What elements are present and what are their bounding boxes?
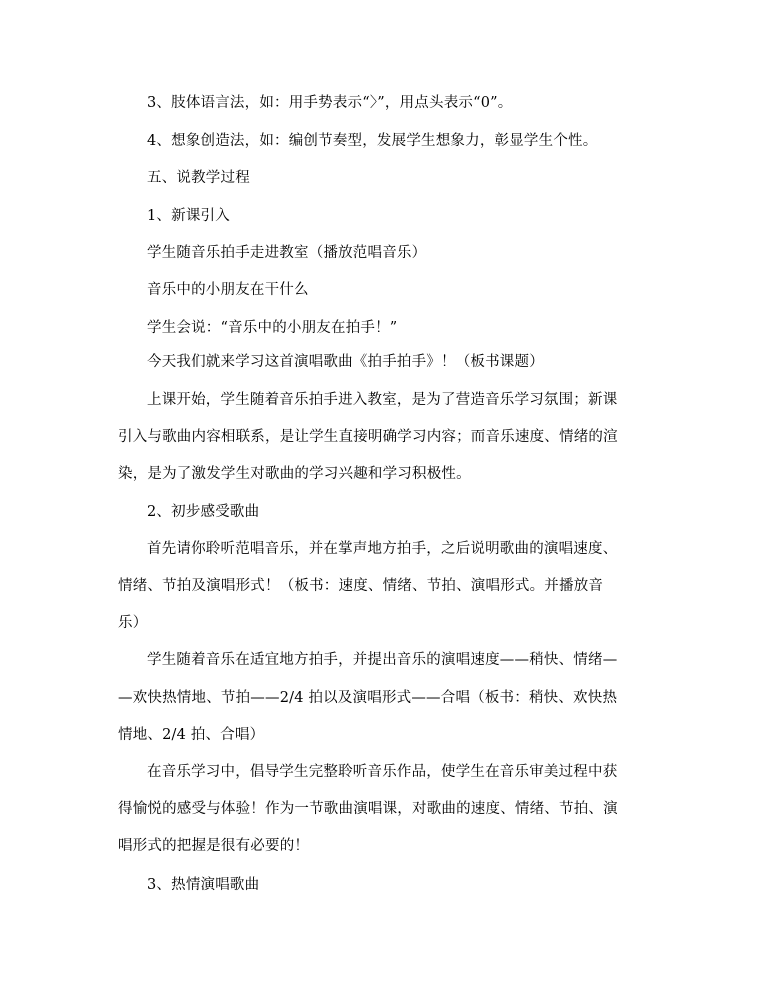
subheading-sing: 3、热情演唱歌曲 [147, 877, 260, 893]
paragraph-line: 得愉悦的感受与体验！作为一节歌曲演唱课，对歌曲的速度、情绪、节拍、演 [118, 801, 618, 817]
subheading-first-listen: 2、初步感受歌曲 [147, 504, 260, 520]
paragraph-line: 引入与歌曲内容相联系，是让学生直接明确学习内容；而音乐速度、情绪的渲 [118, 429, 618, 445]
paragraph-line: 首先请你聆听范唱音乐，并在掌声地方拍手，之后说明歌曲的演唱速度、 [147, 541, 618, 557]
text-line: 学生随音乐拍手走进教室（播放范唱音乐） [147, 245, 427, 261]
text-line: 学生会说：“音乐中的小朋友在拍手！” [147, 320, 398, 336]
text-line-method-4: 4、想象创造法，如：编创节奏型，发展学生想象力，彰显学生个性。 [147, 133, 598, 149]
paragraph-line: 情地、2/4 拍、合唱） [118, 727, 265, 743]
paragraph-line: 乐） [118, 615, 148, 631]
paragraph-line: 染，是为了激发学生对歌曲的学习兴趣和学习积极性。 [118, 466, 471, 482]
paragraph-line: 在音乐学习中，倡导学生完整聆听音乐作品，使学生在音乐审美过程中获 [147, 764, 618, 780]
paragraph-line: 情绪、节拍及演唱形式！（板书：速度、情绪、节拍、演唱形式。并播放音 [118, 578, 604, 594]
section-heading-process: 五、说教学过程 [147, 170, 250, 186]
text-line: 今天我们就来学习这首演唱歌曲《拍手拍手》！（板书课题） [147, 354, 544, 370]
paragraph-line: —欢快热情地、节拍——2/4 拍以及演唱形式——合唱（板书：稍快、欢快热 [118, 690, 618, 706]
paragraph-line: 学生随着音乐在适宜地方拍手，并提出音乐的演唱速度——稍快、情绪— [147, 652, 618, 668]
paragraph-line: 上课开始，学生随着音乐拍手进入教室，是为了营造音乐学习氛围；新课 [147, 392, 618, 408]
text-line-method-3: 3、肢体语言法，如：用手势表示“〉”，用点头表示“0”。 [147, 95, 513, 111]
paragraph-line: 唱形式的把握是很有必要的！ [118, 838, 310, 854]
subheading-intro: 1、新课引入 [147, 208, 230, 224]
text-line: 音乐中的小朋友在干什么 [147, 282, 309, 298]
